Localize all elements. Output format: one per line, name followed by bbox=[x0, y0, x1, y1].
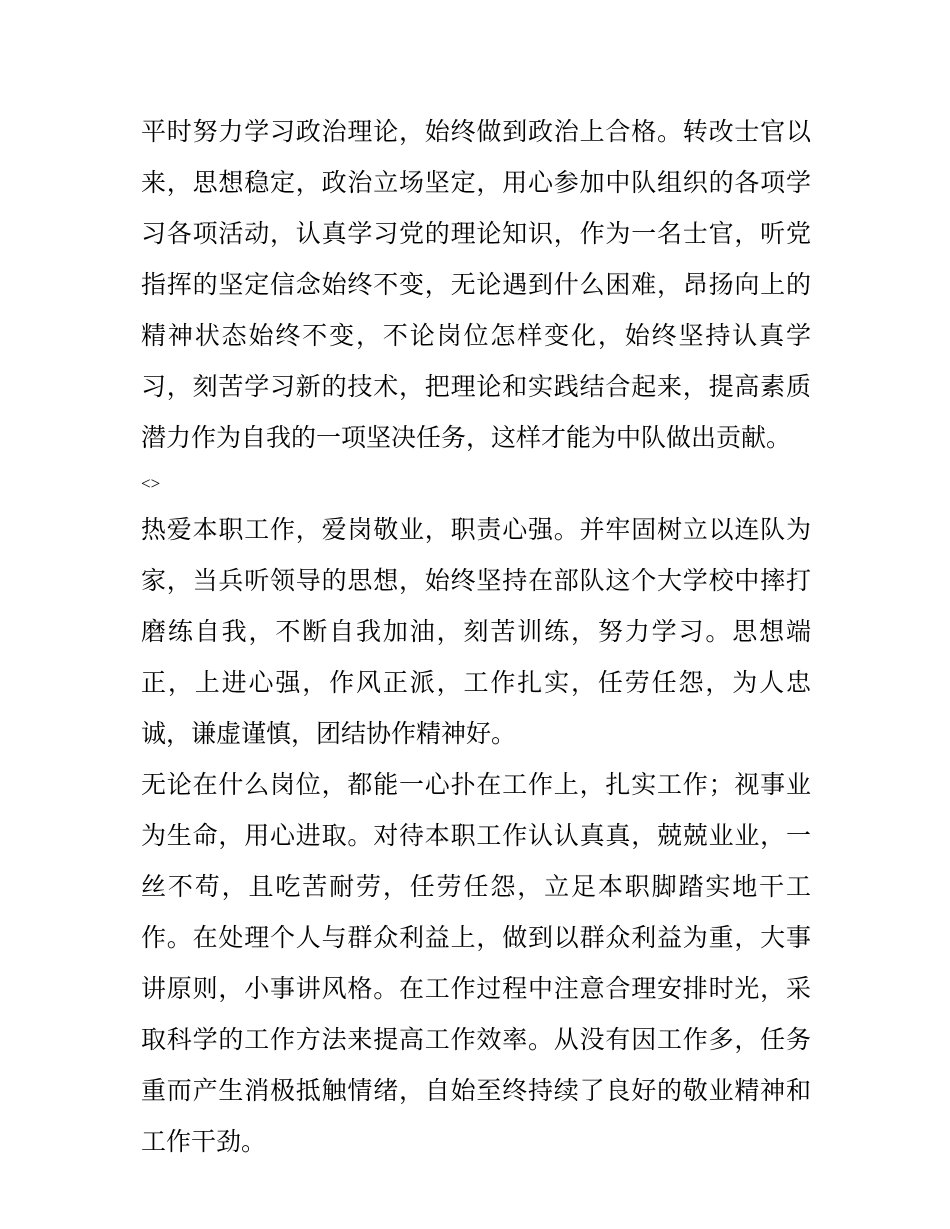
angle-bracket-marker: <> bbox=[141, 474, 161, 493]
paragraph-work-attitude: 热爱本职工作，爱岗敬业，职责心强。并牢固树立以连队为家，当兵听领导的思想，始终坚持在部队这个大学校中摔打磨练自我，不断自我加油，刻苦训练，努力学习。思想端正，上进心强，作风正派，工作扎实，任劳任怨，为人忠诚，谦虚谨慎，团结协作精神好。 bbox=[141, 515, 811, 748]
paragraph-dedication: 无论在什么岗位，都能一心扑在工作上，扎实工作；视事业为生命，用心进取。对待本职工作认认真真，兢兢业业，一丝不苟，且吃苦耐劳，任劳任怨，立足本职脚踏实地干工作。在处理个人与群众利益上，做到以群众利益为重，大事讲原则，小事讲风格。在工作过程中注意合理安排时光，采取科学的工作方法来提高工作效率。从没有因工作多，任务重而产生消极抵触情绪，自始至终持续了良好的敬业精神和工作干劲。 bbox=[141, 770, 811, 1156]
document-body bbox=[141, 106, 811, 1167]
paragraph-political-study: 平时努力学习政治理论，始终做到政治上合格。转改士官以来，思想稳定，政治立场坚定，用心参加中队组织的各项学习各项活动，认真学习党的理论知识，作为一名士官，听党指挥的坚定信念始终不变，无论遇到什么困难，昂扬向上的精神状态始终不变，不论岗位怎样变化，始终坚持认真学习，刻苦学习新的技术，把理论和实践结合起来，提高素质潜力作为自我的一项坚决任务，这样才能为中队做出贡献。 bbox=[141, 117, 811, 452]
